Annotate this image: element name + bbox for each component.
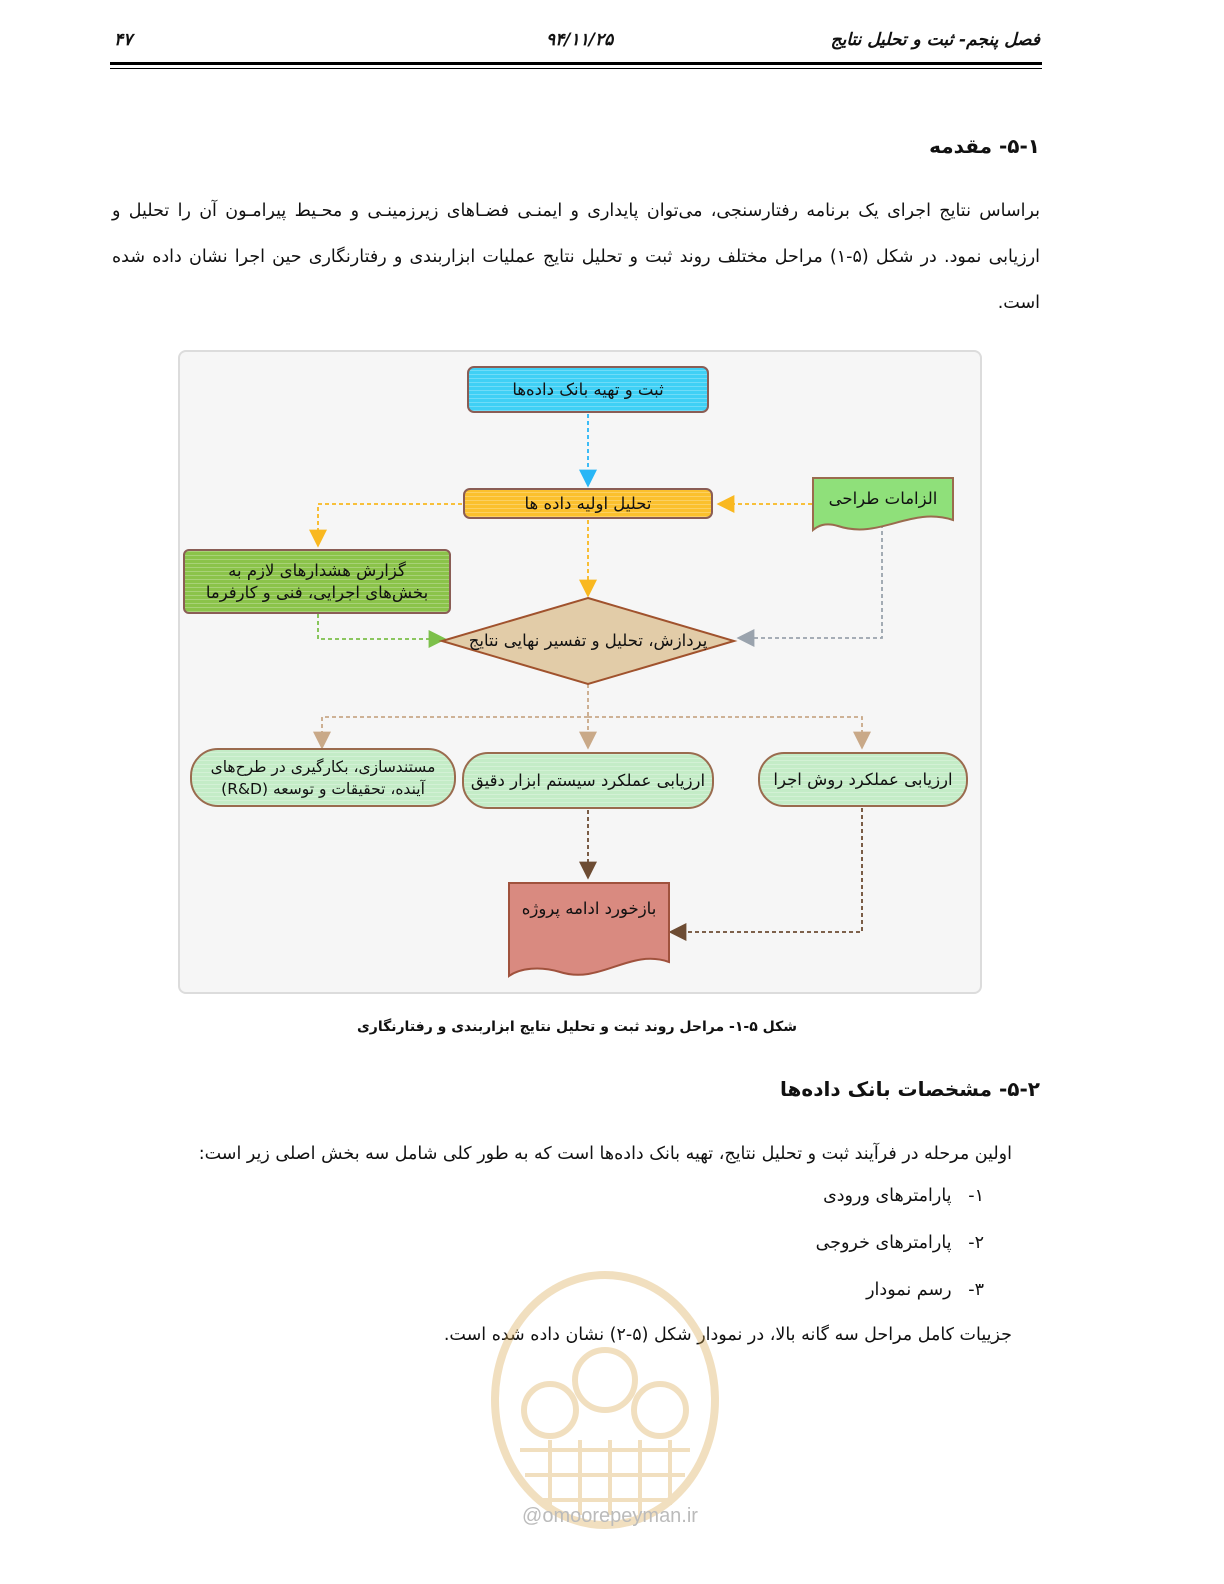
list-item-3 (866, 1280, 984, 1300)
list-number: ۳- (968, 1280, 984, 1300)
list-item-1 (823, 1186, 984, 1206)
figure-caption: شکل ۵-۱- مراحل روند ثبت و تحلیل نتایج ابزاربندی و رفتارنگاری (356, 1019, 798, 1035)
list-text: پارامترهای خروجی (815, 1233, 952, 1253)
node-method-eval: ارزیابی عملکرد روش اجرا (758, 752, 968, 807)
watermark-url (490, 1505, 730, 1528)
node-instrument-eval: ارزیابی عملکرد سیستم ابزار دقیق (462, 752, 714, 809)
list-text: پارامترهای ورودی (823, 1186, 952, 1206)
watermark-text: omoorepeyman.ir (542, 1505, 698, 1527)
watermark-at-icon: @ (522, 1505, 543, 1527)
node-feedback: بازخورد ادامه پروژه (521, 899, 657, 918)
arrow-report-to-final (318, 614, 443, 639)
section-heading-2: ۵-۲- مشخصات بانک داده‌ها (780, 1077, 1040, 1101)
section-heading: ۵-۱- مقدمه (929, 134, 1040, 158)
watermark-logo (480, 1270, 730, 1540)
intro-paragraph: براساس نتایج اجرای یک برنامه رفتارسنجی، می‌توان پایداری و ایمنـی فضـاهای زیرزمینـی و محـیط پیرامـون آن را تحلیل و ارزیابی نمود. در شکل (۵-۱) مراحل مختلف روند ثبت و تحلیل نتایج عملیات ابزاربندی و رفتارنگاری حین اجرا نشان داده شده است. (112, 201, 1041, 313)
page-number: ۴۷ (114, 30, 133, 50)
node-documentation: مستندسازی، بکارگیری در طرح‌های آینده، تحقیقات و توسعه (R&D) (190, 748, 456, 807)
list-text: رسم نمودار (866, 1280, 952, 1300)
arrow-final-to-docs (322, 717, 588, 746)
arrow-req-to-final (740, 524, 882, 638)
node-initial-analysis: تحلیل اولیه داده ها (463, 488, 713, 519)
list-number: ۲- (968, 1233, 984, 1253)
arrow-analysis-to-report (318, 504, 462, 544)
list-item-2 (816, 1233, 984, 1253)
section2-intro: اولین مرحله در فرآیند ثبت و تحلیل نتایج، تهیه بانک داده‌ها است که به طور کلی شامل سه بخش اصلی زیر است: (198, 1144, 1012, 1164)
arrow-method-to-feedback (672, 808, 862, 932)
list-number: ۱- (968, 1186, 984, 1206)
node-final-processing: پردازش، تحلیل و تفسیر نهایی نتایج (468, 631, 708, 650)
closing-sentence: جزییات کامل مراحل سه گانه بالا، در نمودار شکل (۵-۲) نشان داده شده است. (443, 1325, 1012, 1345)
header-date: ۹۴/۱۱/۲۵ (546, 30, 614, 50)
node-design-requirements: الزامات طراحی (828, 489, 938, 508)
node-database: ثبت و تهیه بانک داده‌ها (467, 366, 709, 413)
node-warning-report: گزارش هشدارهای لازم به بخش‌های اجرایی، فنی و کارفرما (183, 549, 451, 614)
chapter-title: فصل پنجم- ثبت و تحلیل نتایج (830, 30, 1040, 50)
arrow-final-to-method (588, 717, 862, 746)
